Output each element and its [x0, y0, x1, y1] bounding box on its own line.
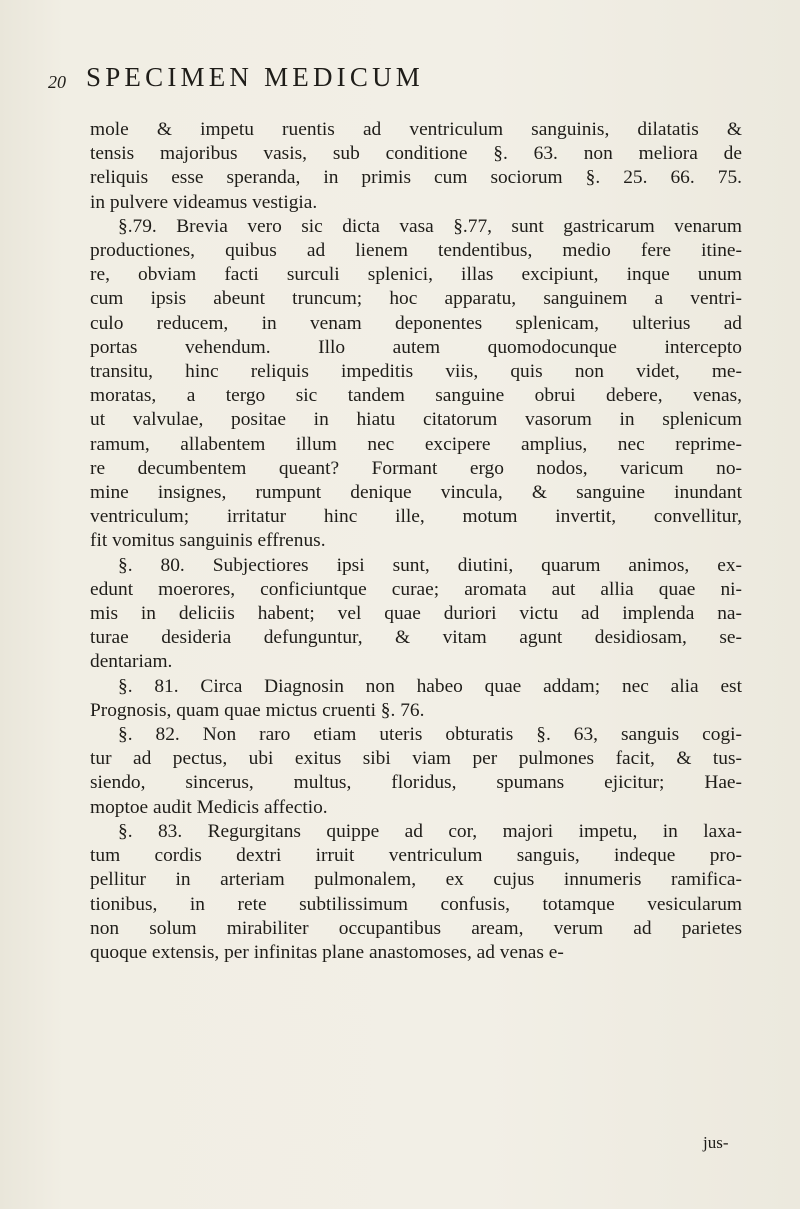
text-line: §. 81. Circa Diagnosin non habeo quae addam; nec alia est	[118, 675, 742, 697]
text-line: reliquis esse speranda, in primis cum sociorum §. 25. 66. 75.	[90, 167, 742, 189]
paragraph	[90, 675, 742, 723]
text-line: tionibus, in rete subtilissimum confusis, totamque vesicularum	[90, 893, 742, 915]
text-line: non solum mirabiliter occupantibus aream, verum ad parietes	[90, 917, 742, 939]
text-line: tensis majoribus vasis, sub conditione §. 63. non meliora de	[90, 143, 742, 165]
text-line: ventriculum; irritatur hinc ille, motum invertit, convellitur,	[90, 506, 742, 528]
body-text	[90, 118, 742, 965]
paragraph	[90, 215, 742, 554]
text-line: §. 82. Non raro etiam uteris obturatis §. 63, sanguis cogi-	[118, 724, 742, 746]
paragraph	[90, 118, 742, 215]
text-line: cum ipsis abeunt truncum; hoc apparatu, sanguinem a ventri-	[90, 288, 742, 310]
text-line: tur ad pectus, ubi exitus sibi viam per pulmones facit, & tus-	[90, 748, 742, 770]
text-line: re decumbentem queant? Formant ergo nodos, varicum no-	[90, 457, 742, 479]
text-line: dentariam.	[90, 651, 173, 673]
text-line: §. 80. Subjectiores ipsi sunt, diutini, quarum animos, ex-	[118, 554, 742, 576]
page-number: 20	[48, 72, 66, 92]
text-line: §. 83. Regurgitans quippe ad cor, majori impetu, in laxa-	[118, 820, 742, 842]
text-line: ut valvulae, positae in hiatu citatorum vasorum in splenicum	[90, 409, 742, 431]
text-line: mis in deliciis habent; vel quae duriori victu ad implenda na-	[90, 603, 742, 625]
text-line: moratas, a tergo sic tandem sanguine obrui debere, venas,	[90, 385, 742, 407]
text-line: mole & impetu ruentis ad ventriculum sanguinis, dilatatis &	[90, 119, 742, 140]
page-header	[48, 62, 748, 102]
text-line: Prognosis, quam quae mictus cruenti §. 76.	[90, 699, 425, 721]
text-line: transitu, hinc reliquis impeditis viis, quis non videt, me-	[90, 361, 742, 383]
text-line: tum cordis dextri irruit ventriculum sanguis, indeque pro-	[90, 845, 742, 867]
text-line: siendo, sincerus, multus, floridus, spumans ejicitur; Hae-	[90, 772, 742, 794]
text-line: culo reducem, in venam deponentes splenicam, ulterius ad	[90, 312, 742, 334]
paragraph	[90, 554, 742, 675]
text-line: ramum, allabentem illum nec excipere amplius, nec reprime-	[90, 433, 742, 455]
text-line: portas vehendum. Illo autem quomodocunque intercepto	[90, 336, 742, 358]
text-line: productiones, quibus ad lienem tendentibus, medio fere itine-	[90, 240, 742, 262]
text-line: mine insignes, rumpunt denique vincula, & sanguine inundant	[90, 482, 742, 504]
text-line: turae desideria defunguntur, & vitam agunt desidiosam, se-	[90, 627, 742, 649]
text-line: pellitur in arteriam pulmonalem, ex cujus innumeris ramifica-	[90, 869, 742, 891]
paragraph	[90, 723, 742, 820]
catchword: jus-	[703, 1133, 729, 1152]
text-line: re, obviam facti surculi splenici, illas excipiunt, inque unum	[90, 264, 742, 286]
text-line: moptoe audit Medicis affectio.	[90, 796, 328, 818]
text-line: §.79. Brevia vero sic dicta vasa §.77, sunt gastricarum venarum	[118, 215, 742, 237]
text-line: quoque extensis, per infinitas plane anastomoses, ad venas e-	[90, 941, 564, 963]
text-line: edunt moerores, conficiuntque curae; aromata aut allia quae ni-	[90, 578, 742, 600]
paragraph	[90, 820, 742, 965]
text-line: in pulvere videamus vestigia.	[90, 191, 318, 213]
running-title: SPECIMEN MEDICUM	[86, 62, 424, 92]
text-line: fit vomitus sanguinis effrenus.	[90, 530, 326, 552]
